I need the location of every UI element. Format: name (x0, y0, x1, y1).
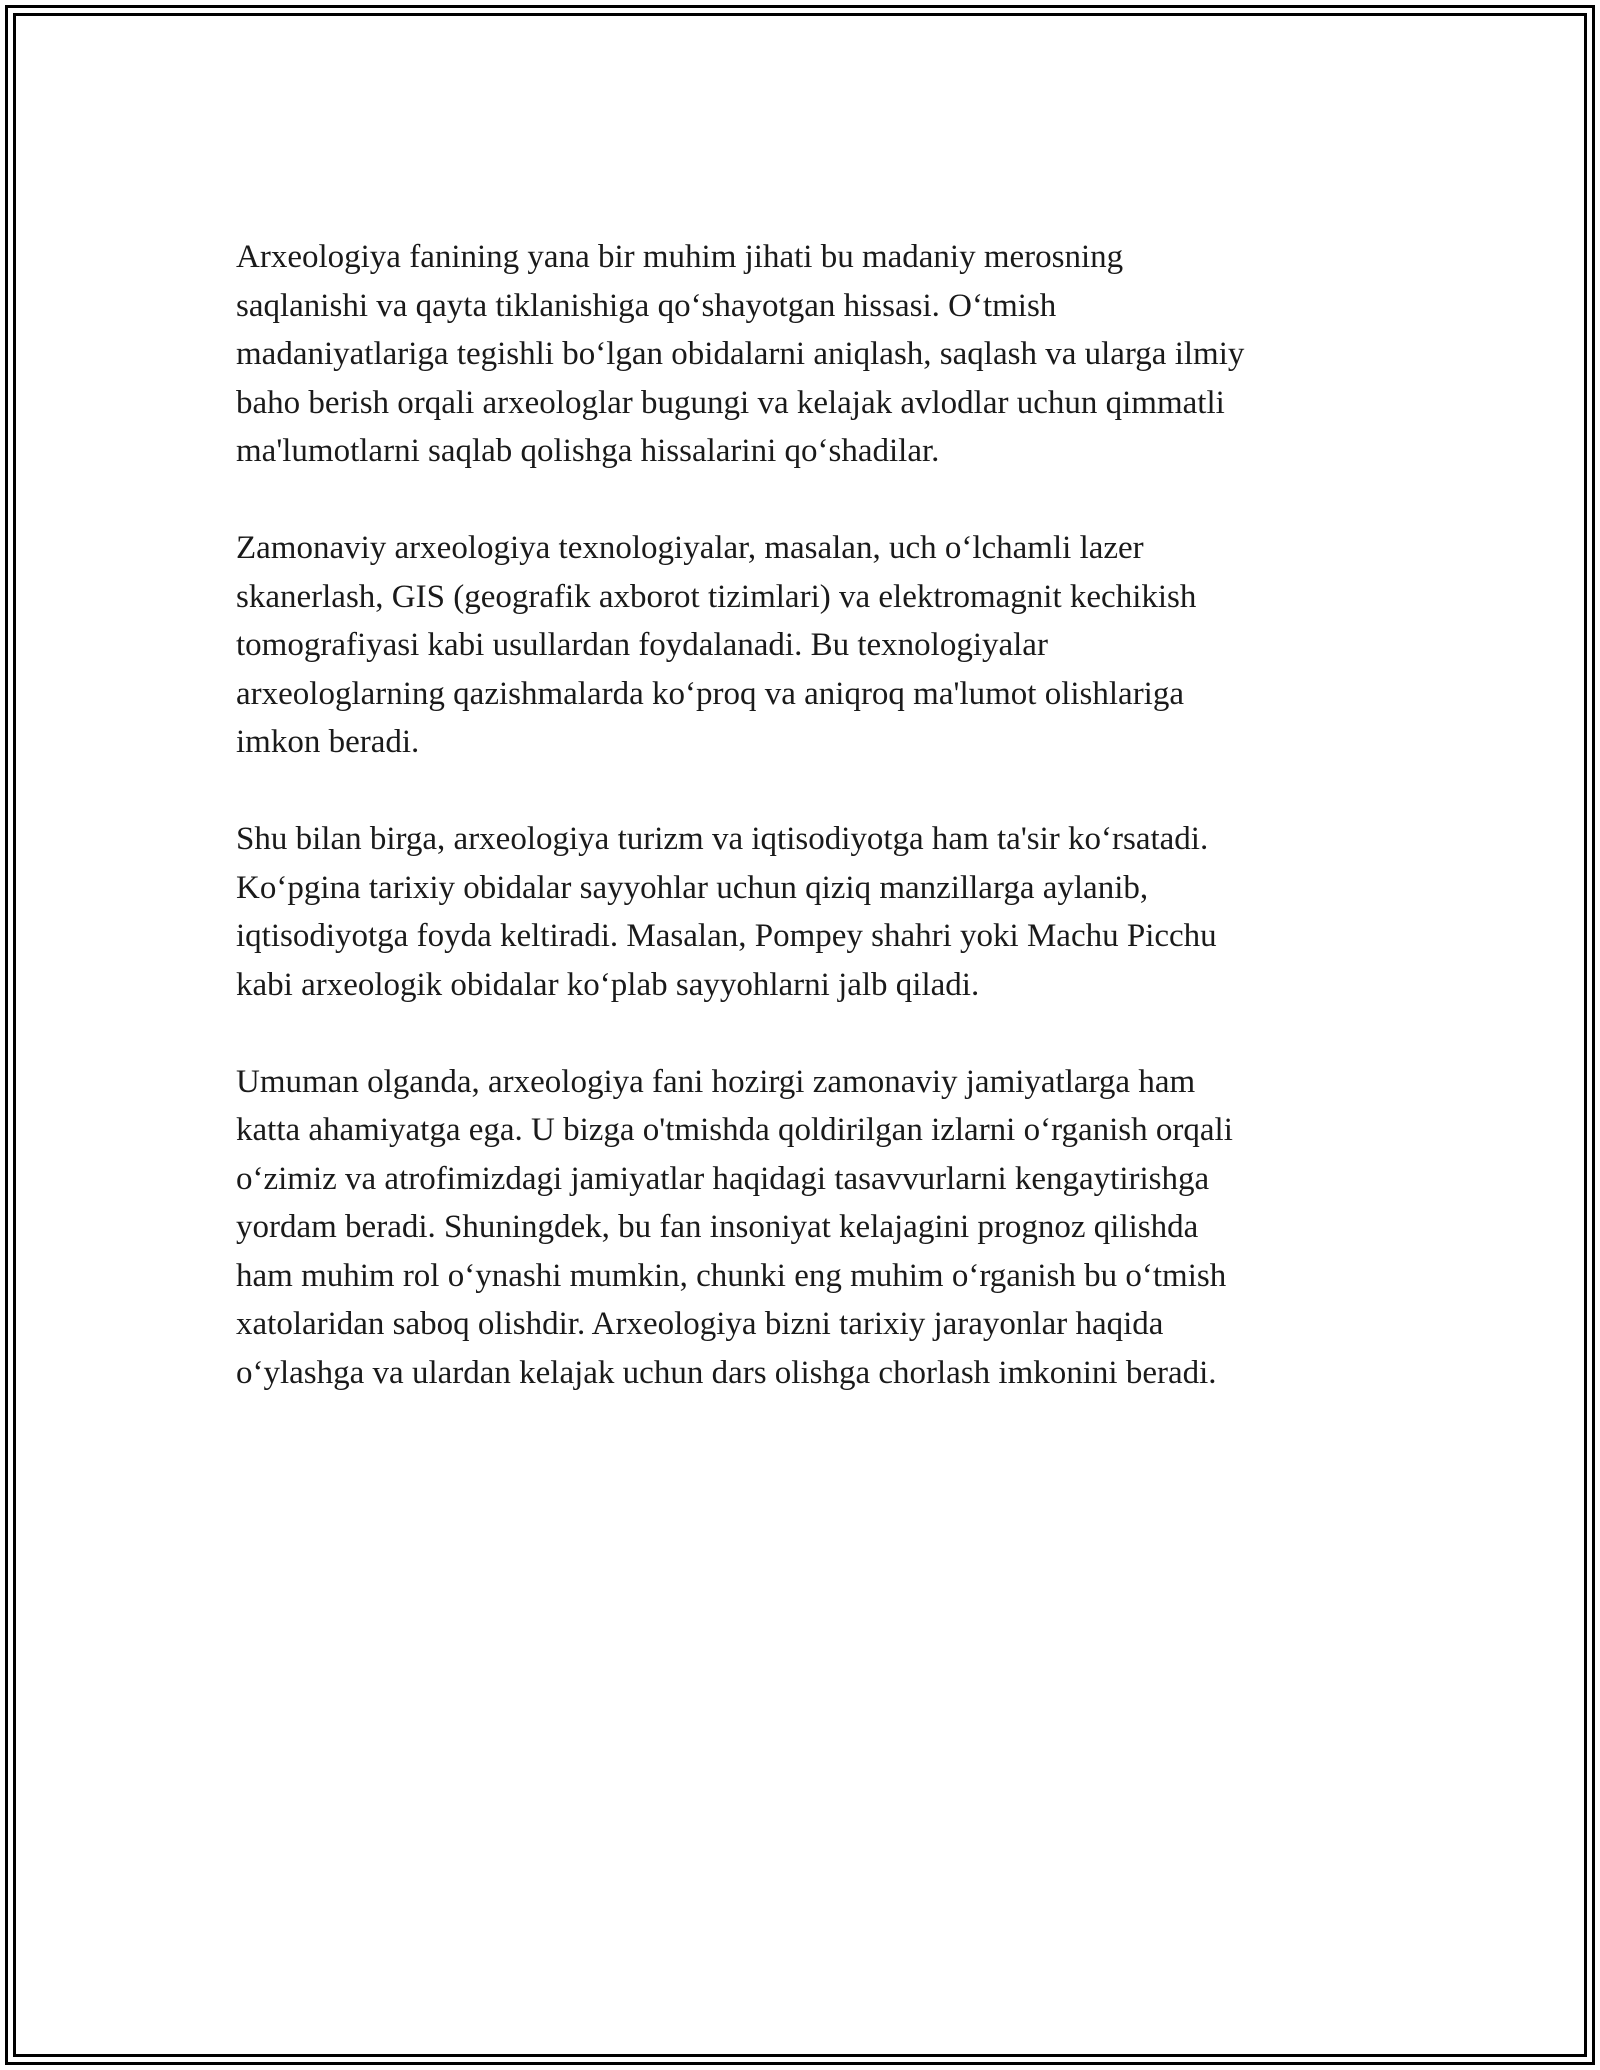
paragraph-2: Zamonaviy arxeologiya texnologiyalar, masalan, uch o‘lchamli lazer skanerlash, GIS (geografik axborot tizimlari) va elektromagnit kechikish tomografiyasi kabi usullardan foydalanadi. Bu texnologiyalar arxeologlarning qazishmalarda ko‘proq va aniqroq ma'lumot olishlariga imkon beradi. (236, 530, 1197, 760)
paragraph-1: Arxeologiya fanining yana bir muhim jihati bu madaniy merosning saqlanishi va qayta tiklanishiga qo‘shayotgan hissasi. O‘tmish madaniyatlariga tegishli bo‘lgan obidalarni aniqlash, saqlash va ularga ilmiy baho berish orqali arxeologlar bugungi va kelajak avlodlar uchun qimmatli ma'lumotlarni saqlab qolishga hissalarini qo‘shadilar. (236, 239, 1245, 469)
paragraph-4: Umuman olganda, arxeologiya fani hozirgi zamonaviy jamiyatlarga ham katta ahamiyatga ega. U bizga o'tmishda qoldirilgan izlarni o‘rganish orqali o‘zimiz va atrofimizdagi jamiyatlar haqidagi tasavvurlarni kengaytirishga yordam beradi. Shuningdek, bu fan insoniyat kelajagini prognoz qilishda ham muhim rol o‘ynashi mumkin, chunki eng muhim o‘rganish bu o‘tmish xatolaridan saboq olishdir. Arxeologiya bizni tarixiy jarayonlar haqida o‘ylashga va ulardan kelajak uchun dars olishga chorlash imkonini beradi. (236, 1063, 1233, 1391)
document-body (236, 233, 1376, 1446)
paragraph-3: Shu bilan birga, arxeologiya turizm va iqtisodiyotga ham ta'sir ko‘rsatadi. Ko‘pgina tarixiy obidalar sayyohlar uchun qiziq manzillarga aylanib, iqtisodiyotga foyda keltiradi. Masalan, Pompey shahri yoki Machu Picchu kabi arxeologik obidalar ko‘plab sayyohlarni jalb qiladi. (236, 821, 1217, 1003)
